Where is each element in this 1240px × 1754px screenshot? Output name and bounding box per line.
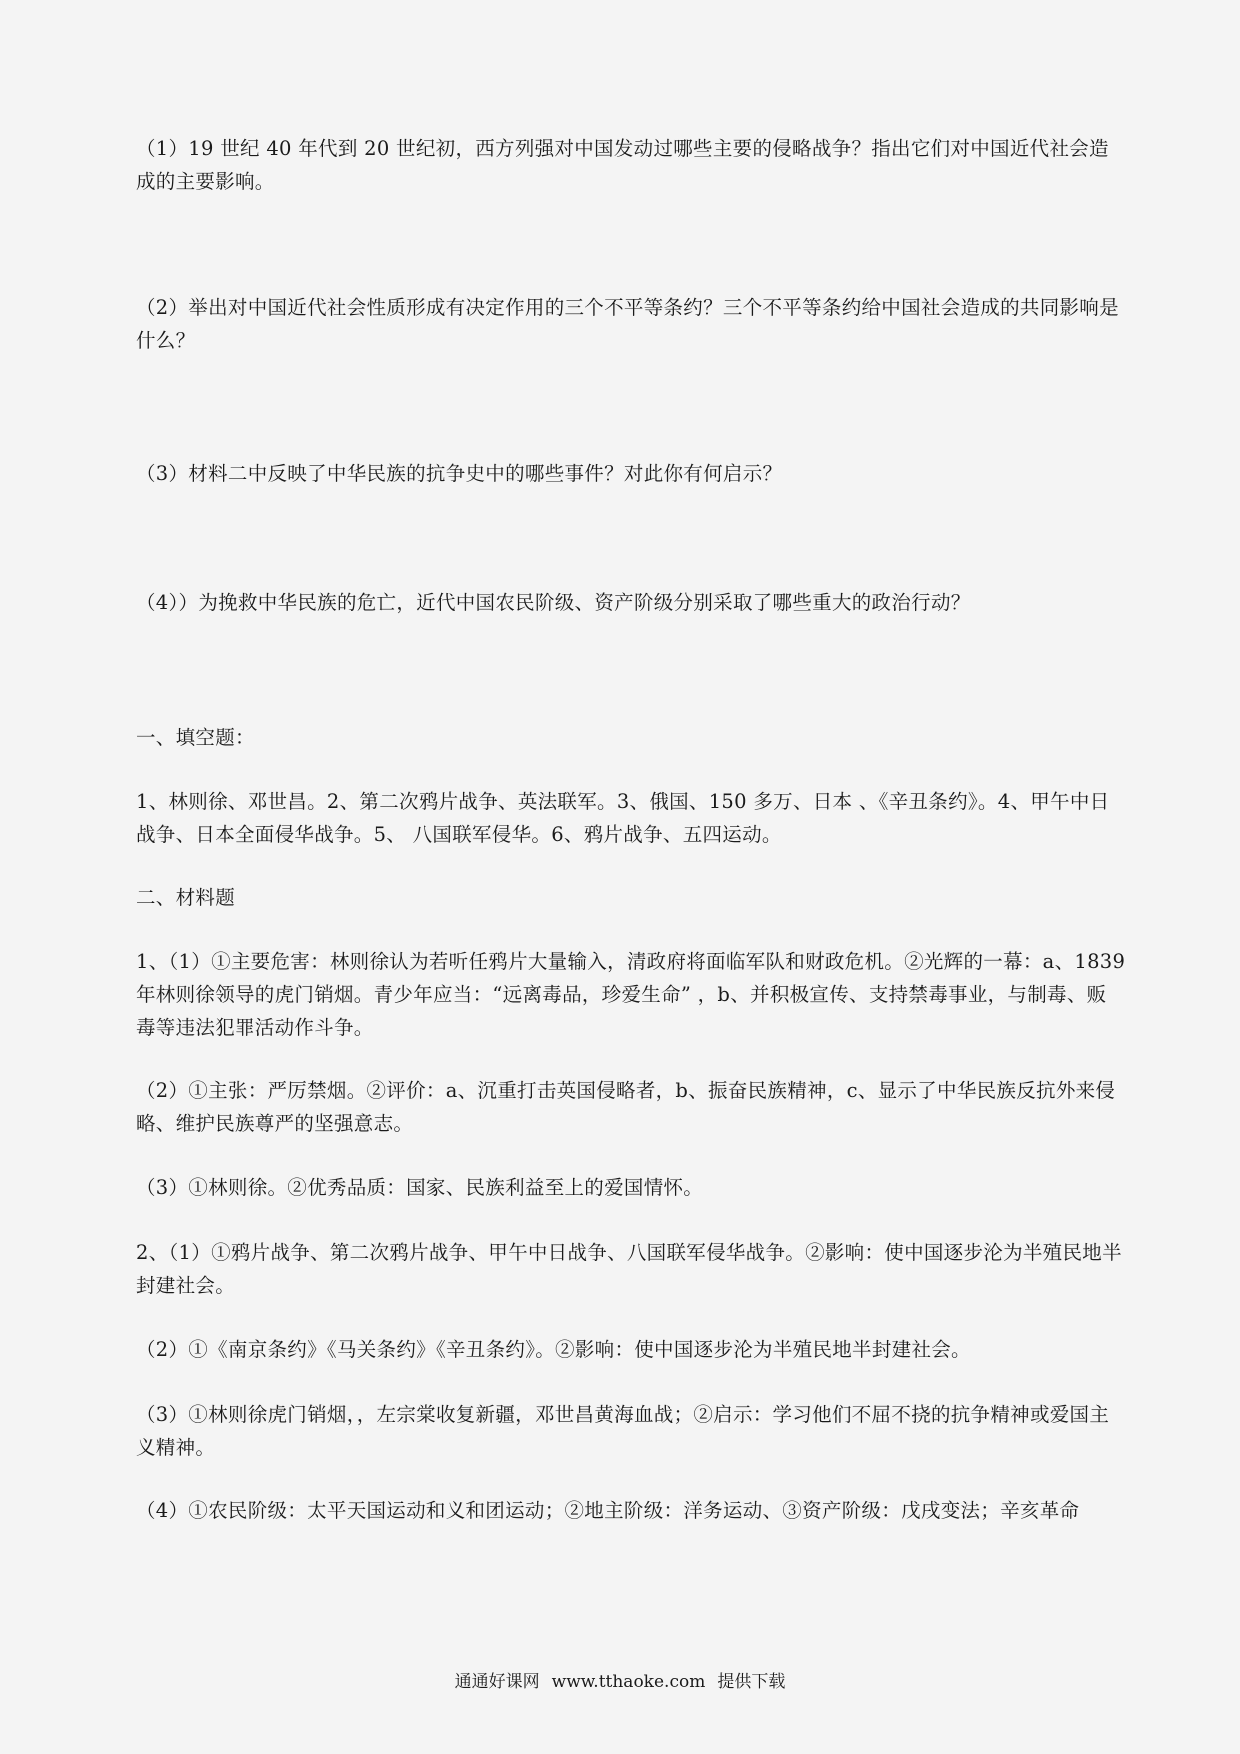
footer-url[interactable]: www.tthaoke.com: [551, 1672, 706, 1692]
footer-site-name: 通通好课网: [454, 1672, 540, 1692]
question-3: （3）材料二中反映了中华民族的抗争史中的哪些事件？对此你有何启示？: [136, 462, 783, 485]
section-title-fill-blank: 一、填空题：: [136, 726, 255, 749]
answer-material-2-1: 2、（1）①鸦片战争、第二次鸦片战争、甲午中日战争、八国联军侵华战争。②影响：使中国逐步沦为半殖民地半封建社会。: [136, 1241, 1122, 1297]
question-2: （2）举出对中国近代社会性质形成有决定作用的三个不平等条约？三个不平等条约给中国社会造成的共同影响是什么？: [136, 296, 1119, 352]
answer-material-2-4: （4）①农民阶级：太平天国运动和义和团运动；②地主阶级：洋务运动、③资产阶级：戊戌变法；辛亥革命: [136, 1499, 1080, 1522]
section-title-material: 二、材料题: [136, 886, 236, 909]
answer-material-1-1: 1、（1）①主要危害：林则徐认为若听任鸦片大量输入，清政府将面临军队和财政危机。②光辉的一幕：a、1839 年林则徐领导的虎门销烟。青少年应当：“远离毒品，珍爱生命” ，b、并积极宣传、支持禁毒事业，与制毒、贩毒等违法犯罪活动作斗争。: [136, 950, 1126, 1039]
answer-material-2-2: （2）①《南京条约》《马关条约》《辛丑条约》。②影响：使中国逐步沦为半殖民地半封建社会。: [136, 1338, 971, 1361]
answer-material-2-3: （3）①林则徐虎门销烟，，左宗棠收复新疆，邓世昌黄海血战；②启示：学习他们不屈不挠的抗争精神或爱国主义精神。: [136, 1403, 1110, 1459]
answer-fill-blank: 1、林则徐、邓世昌。2、第二次鸦片战争、英法联军。3、俄国、150 多万、日本 、《辛丑条约》。4、甲午中日战争、日本全面侵华战争。5、 八国联军侵华。6、鸦片战争、五四运动。: [136, 790, 1110, 846]
answer-material-1-2: （2）①主张：严厉禁烟。②评价：a、沉重打击英国侵略者，b、振奋民族精神，c、显示了中华民族反抗外来侵略、维护民族尊严的坚强意志。: [136, 1079, 1116, 1135]
footer-suffix: 提供下载: [717, 1672, 786, 1692]
answer-material-1-3: （3）①林则徐。②优秀品质：国家、民族利益至上的爱国情怀。: [136, 1176, 704, 1199]
question-4: （4））为挽救中华民族的危亡，近代中国农民阶级、资产阶级分别采取了哪些重大的政治行动？: [136, 591, 971, 614]
page-footer: [0, 1670, 1240, 1694]
question-1: （1）19 世纪 40 年代到 20 世纪初，西方列强对中国发动过哪些主要的侵略战争？指出它们对中国近代社会造成的主要影响。: [136, 137, 1109, 193]
